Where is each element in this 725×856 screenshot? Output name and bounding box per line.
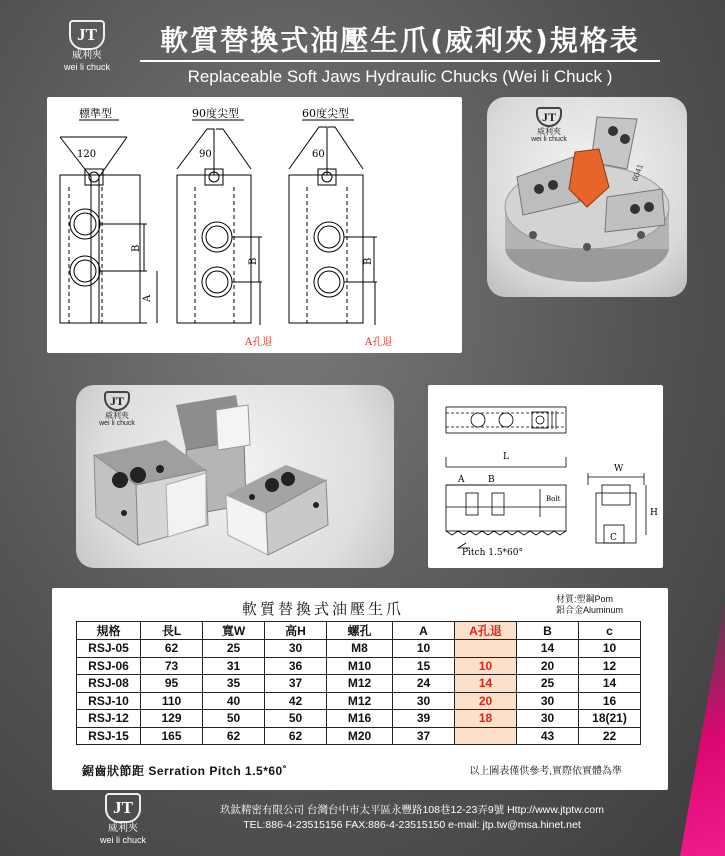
table-cell: 42	[265, 692, 327, 710]
table-cell: 14	[579, 675, 641, 693]
table-cell: 37	[265, 675, 327, 693]
chuck-illustration	[487, 97, 687, 297]
table-cell: 22	[579, 727, 641, 745]
table-cell: 20	[455, 692, 517, 710]
dim-h: H	[650, 508, 658, 518]
table-cell: M12	[327, 692, 393, 710]
col-height: 高H	[265, 622, 327, 640]
jaws-photo	[76, 385, 394, 568]
footer-contact	[172, 803, 652, 833]
table-cell: 30	[517, 710, 579, 728]
decorative-accent	[680, 600, 725, 856]
table-cell: M20	[327, 727, 393, 745]
col-c: c	[579, 622, 641, 640]
type-label-60: 60度尖型	[302, 107, 349, 120]
jaw-types-drawing	[47, 97, 462, 353]
table-cell: 62	[265, 727, 327, 745]
dim-c: C	[610, 533, 617, 543]
serration-pitch: 鋸齒狀節距 Serration Pitch 1.5*60˚	[82, 764, 288, 778]
col-b: B	[517, 622, 579, 640]
material-pom: 材質:塑鋼Pom	[556, 594, 614, 604]
bolt-label: Bolt	[546, 495, 561, 503]
table-header-row	[77, 622, 641, 640]
photo-logo-cn: 威利夾	[537, 127, 561, 136]
chuck-serial: 6041	[630, 162, 645, 183]
table-cell: 50	[203, 710, 265, 728]
dim-b-1: B	[131, 244, 142, 252]
table-cell: 62	[141, 640, 203, 658]
col-length: 長L	[141, 622, 203, 640]
footer-logo-cn: 威利夾	[108, 823, 138, 834]
footer-logo-mark: JT	[105, 793, 141, 823]
table-cell: 18(21)	[579, 710, 641, 728]
jaws-logo-cn: 威利夾	[105, 411, 129, 420]
table-cell: RSJ-15	[77, 727, 141, 745]
table-row	[77, 640, 641, 658]
dim-b-2: B	[248, 257, 259, 265]
dim-l: L	[503, 452, 509, 462]
table-row	[77, 692, 641, 710]
jaw-dimensions-drawing	[428, 385, 663, 568]
table-cell: 31	[203, 657, 265, 675]
table-cell: 30	[265, 640, 327, 658]
jaw-90	[177, 129, 262, 325]
page-subtitle: Replaceable Soft Jaws Hydraulic Chucks (Wei li Chuck )	[187, 67, 613, 86]
type-label-standard: 標準型	[79, 107, 112, 120]
footer-logo-en: wei li chuck	[99, 835, 146, 845]
table-cell: 110	[141, 692, 203, 710]
col-a-offset: A孔退	[455, 622, 517, 640]
angle-60: 60	[312, 149, 325, 160]
table-cell: 30	[393, 692, 455, 710]
company-phone-email: TEL:886-4-23515156 FAX:886-4-23515150 e-mail: jtp.tw@msa.hinet.net	[243, 819, 581, 831]
jaw-60	[289, 127, 377, 325]
table-cell: 39	[393, 710, 455, 728]
table-cell: 25	[203, 640, 265, 658]
table-cell: 95	[141, 675, 203, 693]
angle-90: 90	[199, 149, 212, 160]
col-model: 規格	[77, 622, 141, 640]
table-row	[77, 727, 641, 745]
table-cell: RSJ-06	[77, 657, 141, 675]
type-label-90: 90度尖型	[192, 107, 239, 120]
angle-standard: 120	[77, 149, 97, 160]
table-cell: 43	[517, 727, 579, 745]
table-cell: 15	[393, 657, 455, 675]
photo-logo	[519, 107, 579, 144]
logo-mark: JT	[69, 20, 105, 50]
table-cell: 16	[579, 692, 641, 710]
table-row	[77, 710, 641, 728]
brand-logo	[52, 20, 122, 72]
table-cell: 14	[517, 640, 579, 658]
dim-b-3: B	[363, 257, 374, 265]
table-cell: 12	[579, 657, 641, 675]
photo-logo-en: wei li chuck	[531, 136, 567, 143]
jaw-dimensions-svg	[428, 385, 663, 568]
col-thread: 螺孔	[327, 622, 393, 640]
table-cell: 62	[203, 727, 265, 745]
table-cell: 10	[455, 657, 517, 675]
material-info	[556, 594, 623, 616]
jaw-types-svg	[47, 97, 462, 353]
table-cell: 24	[393, 675, 455, 693]
spec-title: 軟質替換式油壓生爪	[242, 600, 405, 618]
disclaimer-note: 以上圖表僅供參考,實際依實體為準	[469, 766, 622, 777]
table-cell: 30	[517, 692, 579, 710]
photo-logo-mark: JT	[536, 107, 562, 127]
dim-a-1: A	[142, 294, 153, 302]
page-title: 軟質替換式油壓生爪(威利夾)規格表	[140, 22, 660, 62]
table-cell: 18	[455, 710, 517, 728]
table-cell: 10	[579, 640, 641, 658]
jaws-logo-en: wei li chuck	[99, 420, 135, 427]
table-cell: M8	[327, 640, 393, 658]
table-cell: 20	[517, 657, 579, 675]
table-cell: 14	[455, 675, 517, 693]
table-cell: 165	[141, 727, 203, 745]
spec-panel	[52, 588, 668, 790]
table-cell: RSJ-05	[77, 640, 141, 658]
table-cell: RSJ-10	[77, 692, 141, 710]
table-cell: 129	[141, 710, 203, 728]
company-address: 玖鈦精密有限公司 台灣台中市太平區永豐路108巷12-23弄9號 Http://www.jtptw.com	[220, 804, 604, 816]
table-row	[77, 675, 641, 693]
table-cell	[455, 640, 517, 658]
table-cell: 50	[265, 710, 327, 728]
hole-note-1: A孔退	[245, 337, 273, 348]
col-a: A	[393, 622, 455, 640]
table-cell	[455, 727, 517, 745]
hole-note-2: A孔退	[365, 337, 393, 348]
table-cell: 37	[393, 727, 455, 745]
jaws-photo-logo	[88, 391, 146, 428]
spec-table	[76, 621, 641, 745]
table-cell: 40	[203, 692, 265, 710]
col-width: 寬W	[203, 622, 265, 640]
table-cell: M16	[327, 710, 393, 728]
logo-cn: 威利夾	[72, 50, 102, 61]
table-cell: M12	[327, 675, 393, 693]
dim-w: W	[614, 464, 624, 474]
dim-b: B	[488, 475, 495, 485]
table-cell: M10	[327, 657, 393, 675]
table-cell: RSJ-12	[77, 710, 141, 728]
table-cell: 35	[203, 675, 265, 693]
table-cell: 73	[141, 657, 203, 675]
table-row	[77, 657, 641, 675]
table-cell: 10	[393, 640, 455, 658]
table-cell: RSJ-08	[77, 675, 141, 693]
pitch-label: Pitch 1.5*60°	[462, 548, 524, 558]
dim-a: A	[458, 475, 465, 485]
jaws-logo-mark: JT	[104, 391, 130, 411]
logo-en: wei li chuck	[63, 62, 110, 72]
footer-logo	[88, 793, 158, 845]
table-cell: 36	[265, 657, 327, 675]
chuck-photo	[487, 97, 687, 297]
material-aluminum: 鋁合金Aluminum	[556, 605, 624, 615]
table-cell: 25	[517, 675, 579, 693]
